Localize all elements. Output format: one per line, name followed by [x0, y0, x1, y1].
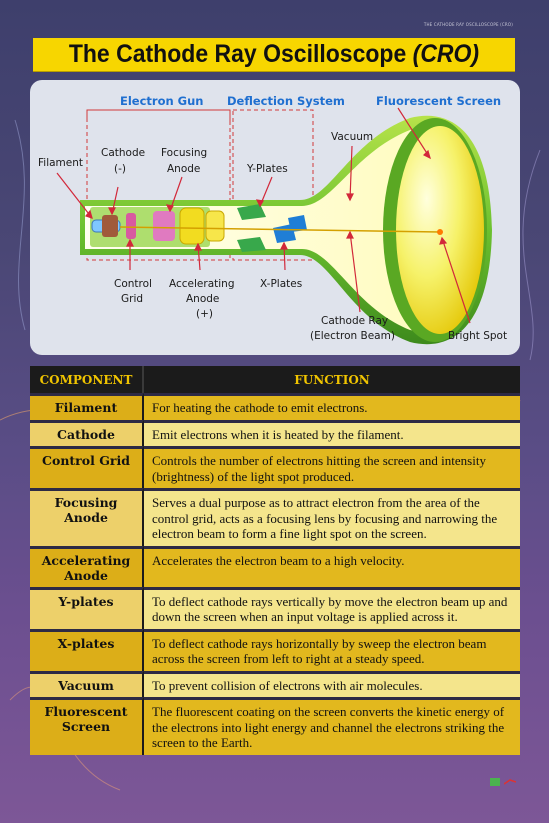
title-abbr: (CRO): [412, 40, 480, 68]
label-focusing: Focusing: [161, 147, 208, 159]
component-cell: Control Grid: [30, 446, 144, 488]
function-cell: To deflect cathode rays horizontally by sweep the electron beam across the screen from left to right at a steady speed.: [144, 629, 520, 671]
function-cell: Accelerates the electron beam to a high velocity.: [144, 546, 520, 587]
table-row: [30, 697, 520, 755]
label-grid: Grid: [121, 293, 144, 305]
function-cell: The fluorescent coating on the screen converts the kinetic energy of the electrons into light energy and channel the electrons striking the screen to the Earth.: [144, 697, 520, 755]
label-cathode-sign: (-): [114, 163, 126, 175]
accelerating-anode-ring: [206, 211, 224, 241]
control-grid-shape: [126, 213, 136, 239]
label-accelerating-anode: Anode: [186, 293, 220, 305]
label-xplates: X-Plates: [260, 278, 303, 290]
cathode-shape: [102, 215, 118, 237]
label-accelerating: Accelerating: [169, 278, 235, 290]
label-control: Control: [114, 278, 152, 290]
title-banner: [33, 38, 515, 71]
header-note: THE CATHODE RAY OSCILLOSCOPE (CRO): [423, 22, 513, 27]
accelerating-anode-shape: [180, 208, 204, 244]
table-row: [30, 446, 520, 488]
table-header-row: [30, 366, 520, 393]
component-cell: Y-plates: [30, 587, 144, 629]
component-cell: Accelerating Anode: [30, 546, 144, 587]
label-vacuum: Vacuum: [331, 131, 374, 143]
electron-gun-bracket: [87, 110, 230, 122]
title-main: The Cathode Ray Oscilloscope: [68, 40, 413, 68]
label-focusing-anode: Anode: [167, 163, 201, 175]
component-cell: X-plates: [30, 629, 144, 671]
function-cell: To prevent collision of electrons with air molecules.: [144, 671, 520, 698]
label-cathode: Cathode: [101, 147, 146, 159]
focusing-anode-shape: [153, 211, 175, 241]
publisher-mark-icon: [504, 779, 516, 785]
publisher-logo-icon: [490, 778, 500, 786]
label-filament: Filament: [38, 157, 84, 169]
header-component: COMPONENT: [30, 366, 144, 393]
table-row: [30, 420, 520, 447]
label-deflection-system: Deflection System: [227, 94, 345, 108]
function-cell: For heating the cathode to emit electrons.: [144, 393, 520, 420]
function-cell: Emit electrons when it is heated by the filament.: [144, 420, 520, 447]
table-row: [30, 671, 520, 698]
component-cell: Focusing Anode: [30, 488, 144, 546]
header-function: FUNCTION: [144, 366, 520, 393]
cro-diagram-svg: [30, 80, 520, 355]
table-row: [30, 393, 520, 420]
label-fluorescent-screen: Fluorescent Screen: [376, 94, 502, 108]
page-title: [69, 40, 479, 69]
cro-diagram: [30, 80, 520, 355]
component-cell: Fluorescent Screen: [30, 697, 144, 755]
label-electron-beam: (Electron Beam): [310, 330, 395, 342]
table-row: [30, 546, 520, 587]
label-accelerating-plus: (+): [196, 308, 213, 320]
function-cell: Controls the number of electrons hitting the screen and intensity (brightness) of the light spot produced.: [144, 446, 520, 488]
table-row: [30, 587, 520, 629]
function-cell: Serves a dual purpose as to attract electron from the area of the control grid, acts as a focusing lens by focusing and narrowing the electron beam to form a fine light spot on the screen.: [144, 488, 520, 546]
table-row: [30, 488, 520, 546]
table-row: [30, 629, 520, 671]
component-cell: Filament: [30, 393, 144, 420]
function-cell: To deflect cathode rays vertically by move the electron beam up and down the screen when an input voltage is applied across it.: [144, 587, 520, 629]
component-cell: Cathode: [30, 420, 144, 447]
label-electron-gun: Electron Gun: [120, 94, 204, 108]
label-cathode-ray: Cathode Ray: [321, 315, 389, 327]
bright-spot-dot: [437, 229, 443, 235]
component-cell: Vacuum: [30, 671, 144, 698]
label-yplates: Y-Plates: [247, 163, 288, 175]
component-table: [30, 366, 520, 755]
label-bright-spot: Bright Spot: [448, 330, 508, 342]
